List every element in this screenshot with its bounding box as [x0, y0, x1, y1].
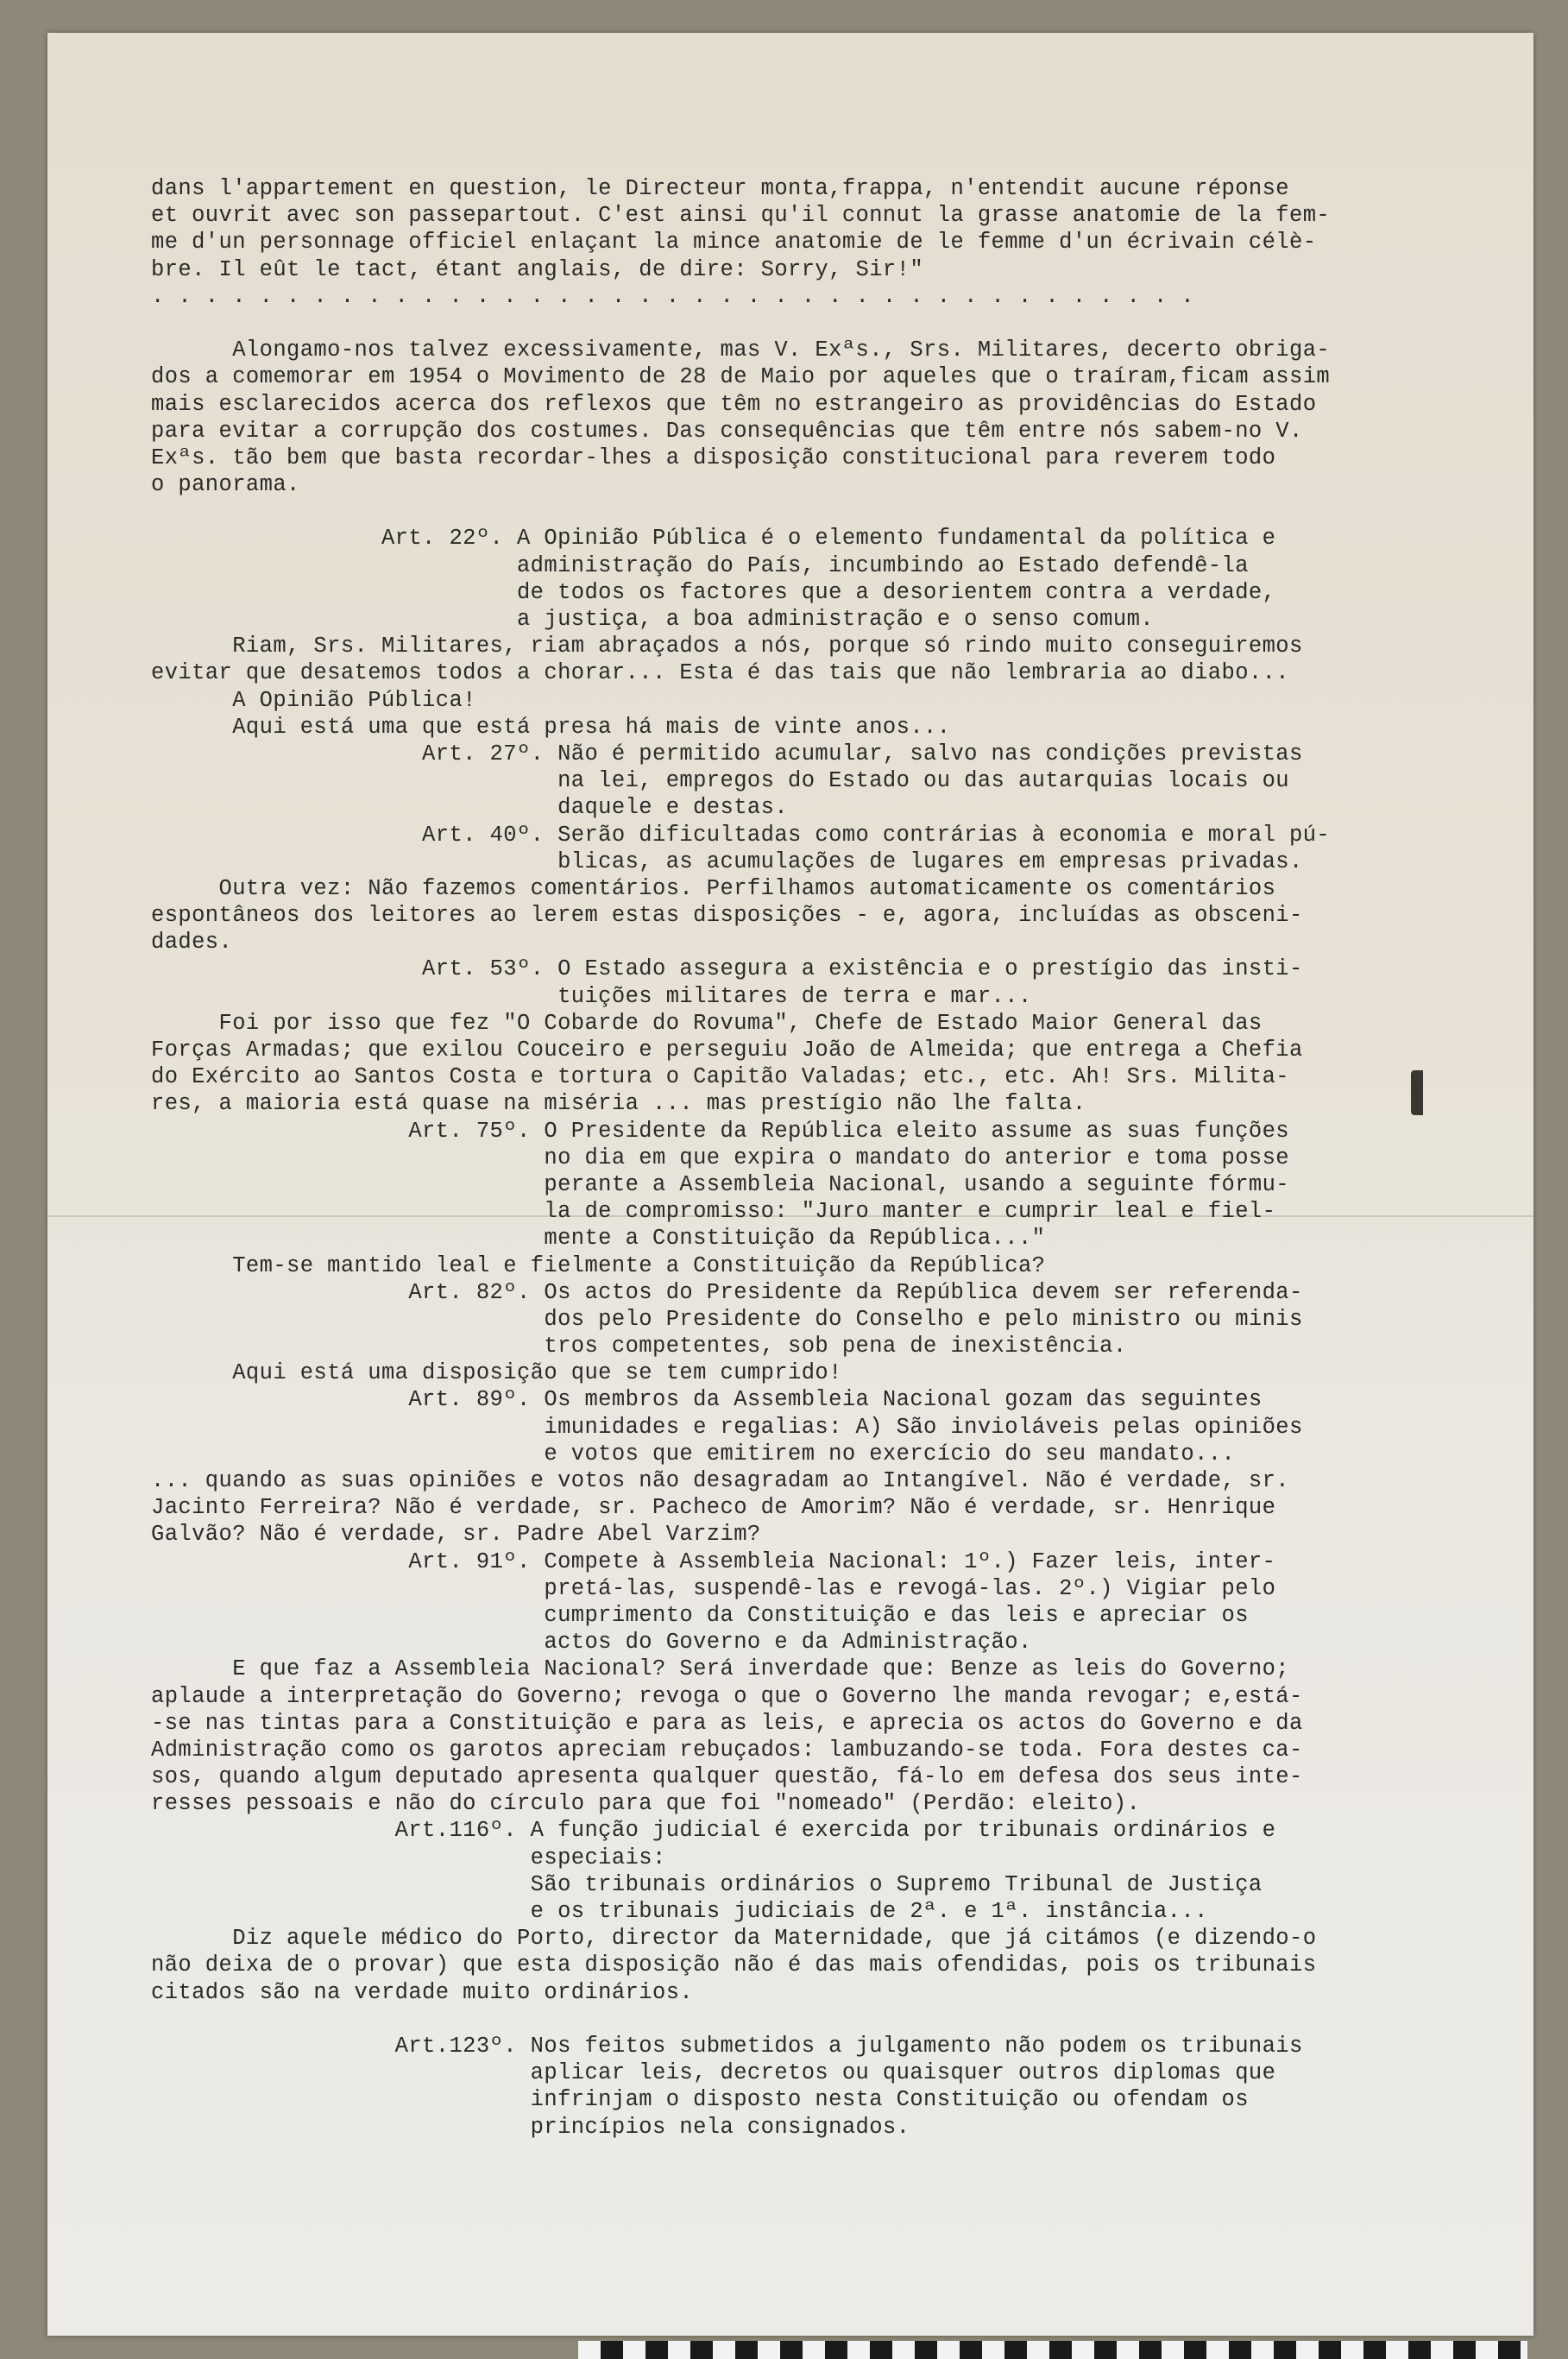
text-line: Alongamo-nos talvez excessivamente, mas V. Exªs., Srs. Militares, decerto obriga- — [151, 337, 1331, 363]
text-line: Outra vez: Não fazemos comentários. Perfilhamos automaticamente os comentários — [151, 875, 1276, 901]
text-line: Galvão? Não é verdade, sr. Padre Abel Varzim? — [151, 1522, 761, 1548]
text-line: Exªs. tão bem que basta recordar-lhes a disposição constitucional para reverem todo — [151, 445, 1276, 470]
text-line: citados são na verdade muito ordinários. — [151, 1979, 694, 2005]
text-line: resses pessoais e não do círculo para que foi "nomeado" (Perdão: eleito). — [151, 1791, 1141, 1817]
text-line: Riam, Srs. Militares, riam abraçados a nós, porque só rindo muito conseguiremos — [151, 634, 1303, 659]
document-page — [47, 33, 1533, 2336]
text-line: Administração como os garotos apreciam rebuçados: lambuzando-se toda. Fora destes ca- — [151, 1737, 1303, 1763]
text-line: la de compromisso: "Juro manter e cumprir leal e fiel- — [151, 1199, 1276, 1225]
text-line: imunidades e regalias: A) São invioláveis pelas opiniões — [151, 1414, 1303, 1440]
measurement-scale-bar — [578, 2341, 1527, 2359]
text-line: me d'un personnage officiel enlaçant la mince anatomie de le femme d'un écrivain célè- — [151, 230, 1317, 255]
text-line: sos, quando algum deputado apresenta qualquer questão, fá-lo em defesa dos seus inte- — [151, 1764, 1303, 1790]
text-line: bre. Il eût le tact, étant anglais, de dire: Sorry, Sir!" — [151, 256, 924, 282]
text-line: a justiça, a boa administração e o senso comum. — [151, 607, 1154, 632]
text-line: para evitar a corrupção dos costumes. Das consequências que têm entre nós sabem-no V. — [151, 418, 1303, 444]
text-line: Jacinto Ferreira? Não é verdade, sr. Pacheco de Amorim? Não é verdade, sr. Henrique — [151, 1495, 1276, 1521]
text-line: cumprimento da Constituição e das leis e apreciar os — [151, 1602, 1249, 1628]
text-line: no dia em que expira o mandato do anterior e toma posse — [151, 1145, 1290, 1170]
text-line: princípios nela consignados. — [151, 2114, 910, 2140]
text-line: res, a maioria está quase na miséria ... mas prestígio não lhe falta. — [151, 1091, 1086, 1117]
text-line: -se nas tintas para a Constituição e para as leis, e aprecia os actos do Governo e da — [151, 1710, 1303, 1736]
text-line: não deixa de o provar) que esta disposição não é das mais ofendidas, pois os tribunais — [151, 1952, 1317, 1978]
text-line: Art.123º. Nos feitos submetidos a julgamento não podem os tribunais — [151, 2033, 1303, 2059]
text-line: dos pelo Presidente do Conselho e pelo ministro ou minis — [151, 1306, 1303, 1332]
text-line: administração do País, incumbindo ao Estado defendê-la — [151, 552, 1249, 578]
text-line: pretá-las, suspendê-las e revogá-las. 2º.) Vigiar pelo — [151, 1575, 1276, 1601]
text-line: Aqui está uma disposição que se tem cumprido! — [151, 1360, 842, 1386]
text-line: do Exército ao Santos Costa e tortura o Capitão Valadas; etc., etc. Ah! Srs. Milita- — [151, 1064, 1290, 1090]
text-line — [151, 310, 1497, 337]
text-line: blicas, as acumulações de lugares em empresas privadas. — [151, 848, 1303, 874]
text-line: especiais: — [151, 1845, 666, 1870]
text-line: mais esclarecidos acerca dos reflexos que têm no estrangeiro as providências do Estado — [151, 391, 1317, 417]
text-line — [151, 2006, 1497, 2033]
text-line: Art.116º. A função judicial é exercida por tribunais ordinários e — [151, 1818, 1276, 1844]
text-line: e os tribunais judiciais de 2ª. e 1ª. instância... — [151, 1899, 1208, 1924]
text-line: Diz aquele médico do Porto, director da Maternidade, que já citámos (e dizendo-o — [151, 1926, 1317, 1952]
text-line: e votos que emitirem no exercício do seu mandato... — [151, 1441, 1236, 1466]
text-line: infrinjam o disposto nesta Constituição ou ofendam os — [151, 2087, 1249, 2113]
text-line: aplaude a interpretação do Governo; revoga o que o Governo lhe manda revogar; e,está- — [151, 1683, 1303, 1709]
text-line: Art. 27º. Não é permitido acumular, salvo nas condições previstas — [151, 741, 1303, 766]
text-line: dades. — [151, 930, 233, 956]
text-line: dans l'appartement en question, le Directeur monta,frappa, n'entendit aucune réponse — [151, 176, 1290, 201]
text-line: tuições militares de terra e mar... — [151, 983, 1032, 1009]
text-line: daquele e destas. — [151, 795, 789, 821]
text-line: Aqui está uma que está presa há mais de vinte anos... — [151, 714, 951, 740]
text-line: Art. 40º. Serão dificultadas como contrárias à economia e moral pú- — [151, 822, 1331, 848]
text-line: Forças Armadas; que exilou Couceiro e perseguiu João de Almeida; que entrega a Chefia — [151, 1038, 1303, 1063]
text-line: et ouvrit avec son passepartout. C'est ainsi qu'il connut la grasse anatomie de la fem- — [151, 203, 1331, 229]
text-line: actos do Governo e da Administração. — [151, 1630, 1032, 1656]
text-line: perante a Assembleia Nacional, usando a seguinte fórmu- — [151, 1171, 1290, 1197]
text-line: o panorama. — [151, 472, 300, 498]
text-line: A Opinião Pública! — [151, 687, 476, 713]
text-line: Art. 75º. O Presidente da República eleito assume as suas funções — [151, 1118, 1290, 1144]
text-line: Art. 82º. Os actos do Presidente da República devem ser referenda- — [151, 1279, 1303, 1305]
text-line: Art. 91º. Compete à Assembleia Nacional: 1º.) Fazer leis, inter- — [151, 1548, 1276, 1574]
text-line: Art. 22º. A Opinião Pública é o elemento fundamental da política e — [151, 526, 1276, 552]
text-line: Foi por isso que fez "O Cobarde do Rovuma", Chefe de Estado Maior General das — [151, 1010, 1263, 1036]
text-line: espontâneos dos leitores ao lerem estas disposições - e, agora, incluídas as obsceni- — [151, 903, 1303, 929]
text-line: evitar que desatemos todos a chorar... Esta é das tais que não lembraria ao diabo... — [151, 660, 1290, 686]
text-line: dos a comemorar em 1954 o Movimento de 28 de Maio por aqueles que o traíram,ficam assim — [151, 364, 1331, 390]
text-line: aplicar leis, decretos ou quaisquer outros diplomas que — [151, 2060, 1276, 2086]
text-line: Art. 89º. Os membros da Assembleia Nacional gozam das seguintes — [151, 1387, 1263, 1413]
text-line: Art. 53º. O Estado assegura a existência e o prestígio das insti- — [151, 956, 1303, 982]
text-line: Tem-se mantido leal e fielmente a Constituição da República? — [151, 1252, 1046, 1278]
text-line — [151, 498, 1497, 525]
text-line: mente a Constituição da República..." — [151, 1226, 1046, 1252]
text-line: ... quando as suas opiniões e votos não desagradam ao Intangível. Não é verdade, sr. — [151, 1468, 1290, 1493]
text-line: tros competentes, sob pena de inexistência. — [151, 1334, 1127, 1359]
typed-text-body — [151, 175, 1497, 2141]
binder-tab — [1411, 1070, 1423, 1115]
text-line: na lei, empregos do Estado ou das autarquias locais ou — [151, 768, 1290, 794]
text-line: São tribunais ordinários o Supremo Tribunal de Justiça — [151, 1871, 1263, 1897]
text-line: E que faz a Assembleia Nacional? Será inverdade que: Benze as leis do Governo; — [151, 1656, 1290, 1682]
text-line: . . . . . . . . . . . . . . . . . . . . . . . . . . . . . . . . . . . . . . . — [151, 283, 1195, 309]
text-line: de todos os factores que a desorientem contra a verdade, — [151, 579, 1276, 605]
